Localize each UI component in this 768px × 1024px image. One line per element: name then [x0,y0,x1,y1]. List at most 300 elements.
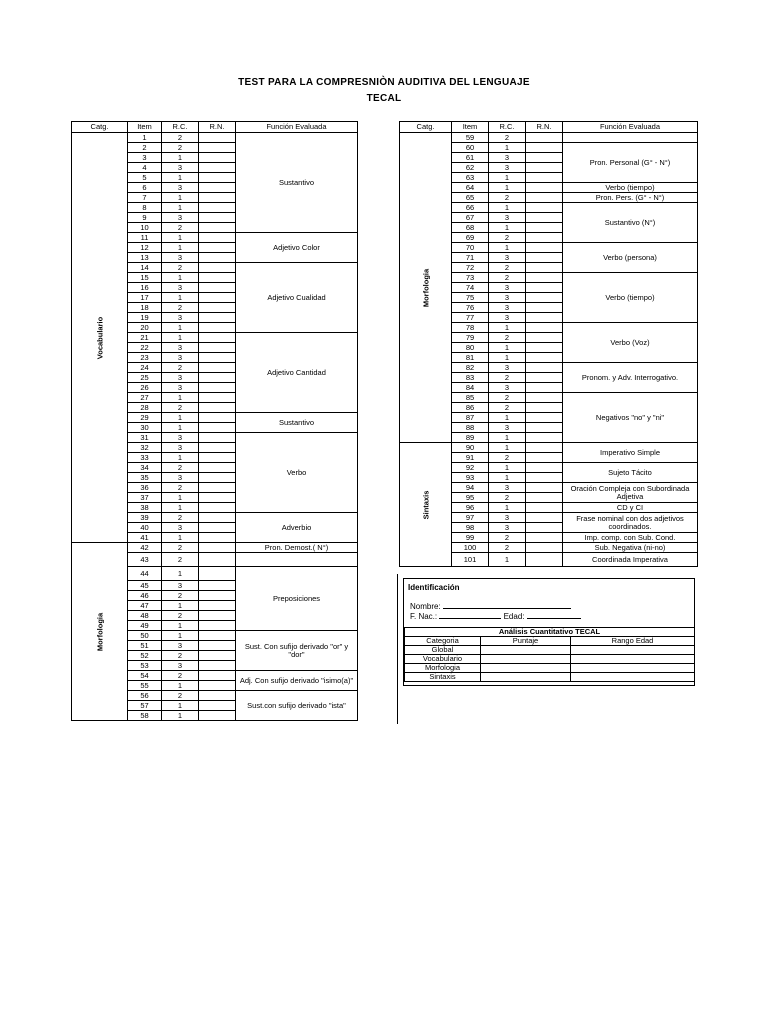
puntaje-cell[interactable] [481,655,571,664]
rn-cell[interactable] [199,353,236,363]
rc-value: 2 [489,193,526,203]
item-number: 76 [452,303,489,313]
rn-cell[interactable] [199,601,236,611]
rc-value: 3 [489,293,526,303]
item-number: 16 [128,283,162,293]
rc-value: 1 [162,701,199,711]
rn-cell[interactable] [199,453,236,463]
rc-value: 2 [162,513,199,523]
rc-value: 1 [162,393,199,403]
rc-value: 1 [162,203,199,213]
item-number: 89 [452,433,489,443]
rn-cell[interactable] [526,263,563,273]
item-number: 72 [452,263,489,273]
rc-value: 1 [489,243,526,253]
category-label: Sintaxis [420,490,430,519]
rn-cell[interactable] [199,443,236,453]
item-number: 54 [128,671,162,681]
rn-cell[interactable] [526,343,563,353]
item-number: 20 [128,323,162,333]
item-number: 3 [128,153,162,163]
item-number: 98 [452,523,489,533]
item-number: 66 [452,203,489,213]
header-rn: R.N. [526,122,563,133]
rn-cell[interactable] [199,333,236,343]
rn-cell[interactable] [199,183,236,193]
rc-value: 2 [489,233,526,243]
funcion-evaluada: Pron. Demost.( N°) [236,543,358,553]
rn-cell[interactable] [199,243,236,253]
rn-cell[interactable] [199,651,236,661]
rn-cell[interactable] [199,393,236,403]
rn-cell[interactable] [199,413,236,423]
rc-value: 3 [162,343,199,353]
rn-cell[interactable] [526,323,563,333]
rn-cell[interactable] [526,493,563,503]
item-number: 70 [452,243,489,253]
rc-value: 2 [489,453,526,463]
item-number: 40 [128,523,162,533]
rn-cell[interactable] [199,223,236,233]
item-number: 8 [128,203,162,213]
rn-cell[interactable] [199,203,236,213]
item-number: 61 [452,153,489,163]
rn-cell[interactable] [526,143,563,153]
rc-value: 1 [489,343,526,353]
item-number: 13 [128,253,162,263]
rc-value: 3 [489,213,526,223]
rn-cell[interactable] [199,591,236,601]
item-number: 5 [128,173,162,183]
analysis-category: Sintaxis [405,673,481,682]
rc-value: 3 [489,483,526,493]
rc-value: 2 [162,223,199,233]
rn-cell[interactable] [526,313,563,323]
rc-value: 2 [162,671,199,681]
funcion-evaluada: Imp. comp. con Sub. Cond. [563,533,698,543]
rc-value: 1 [489,463,526,473]
item-number: 51 [128,641,162,651]
puntaje-cell[interactable] [481,673,571,682]
item-number: 60 [452,143,489,153]
item-number: 4 [128,163,162,173]
rn-cell[interactable] [199,611,236,621]
rn-cell[interactable] [199,641,236,651]
rn-cell[interactable] [199,383,236,393]
rn-cell[interactable] [526,463,563,473]
item-number: 91 [452,453,489,463]
rn-cell[interactable] [526,423,563,433]
rc-value: 2 [162,143,199,153]
funcion-evaluada: Sustantivo (N°) [563,203,698,243]
rc-value: 1 [489,353,526,363]
rc-value: 1 [162,273,199,283]
rc-value: 2 [489,373,526,383]
item-number: 45 [128,581,162,591]
rc-value: 1 [162,621,199,631]
document-title: TEST PARA LA COMPRESNIÒN AUDITIVA DEL LENGUAJE [238,77,530,88]
rc-value: 1 [162,601,199,611]
identification-box [403,578,695,686]
funcion-evaluada: Oración Compleja con Subordinada Adjetiva [563,483,698,503]
rn-cell[interactable] [199,463,236,473]
rn-cell[interactable] [199,671,236,681]
item-number: 63 [452,173,489,183]
item-number: 86 [452,403,489,413]
rc-value: 3 [162,641,199,651]
item-number: 18 [128,303,162,313]
age-label: Edad: [503,612,525,621]
name-field[interactable] [443,601,571,609]
funcion-evaluada: Pron. Personal (G° - N°) [563,143,698,183]
rc-value: 3 [162,353,199,363]
dob-label: F. Nac.: [410,612,438,621]
rn-cell[interactable] [526,393,563,403]
items-table-left [71,121,358,721]
analysis-row [405,673,695,682]
rc-value: 2 [489,393,526,403]
header-rc: R.C. [489,122,526,133]
rn-cell[interactable] [526,453,563,463]
item-number: 29 [128,413,162,423]
analysis-row [405,646,695,655]
rn-cell[interactable] [199,691,236,701]
rc-value: 3 [162,183,199,193]
funcion-evaluada: Adjetivo Cualidad [236,263,358,333]
rc-value: 3 [489,383,526,393]
item-number: 84 [452,383,489,393]
rc-value: 2 [162,263,199,273]
rn-cell[interactable] [526,433,563,443]
dob-field[interactable] [439,611,501,619]
item-number: 53 [128,661,162,671]
analysis-title: Análisis Cuantitativo TECAL [405,628,695,637]
rc-value: 2 [162,133,199,143]
analysis-table [404,627,695,682]
item-number: 2 [128,143,162,153]
header-catg: Catg. [72,122,128,133]
rc-value: 1 [162,493,199,503]
rn-cell[interactable] [199,263,236,273]
rc-value: 1 [489,223,526,233]
rn-cell[interactable] [526,443,563,453]
col-puntaje: Puntaje [481,637,571,646]
funcion-evaluada: Verbo [236,433,358,513]
rc-value: 1 [489,143,526,153]
item-number: 57 [128,701,162,711]
rn-cell[interactable] [199,503,236,513]
rc-value: 2 [489,273,526,283]
item-number: 14 [128,263,162,273]
rc-value: 3 [162,163,199,173]
funcion-evaluada: Sub. Negativa (ni-no) [563,543,698,553]
rn-cell[interactable] [526,173,563,183]
rn-cell[interactable] [199,681,236,691]
item-number: 41 [128,533,162,543]
rn-cell[interactable] [199,213,236,223]
rn-cell[interactable] [526,543,563,553]
rn-cell[interactable] [526,183,563,193]
rn-cell[interactable] [199,567,236,581]
funcion-evaluada: Frase nominal con dos adjetivos coordinados. [563,513,698,533]
item-number: 52 [128,651,162,661]
item-number: 15 [128,273,162,283]
rc-value: 1 [162,413,199,423]
rc-value: 3 [489,523,526,533]
analysis-row [405,664,695,673]
rn-cell[interactable] [526,133,563,143]
item-number: 35 [128,473,162,483]
rc-value: 1 [489,203,526,213]
rn-cell[interactable] [199,283,236,293]
rc-value: 3 [162,253,199,263]
rn-cell[interactable] [199,523,236,533]
col-rango-edad: Rango Edad [571,637,695,646]
rn-cell[interactable] [199,133,236,143]
puntaje-cell[interactable] [481,646,571,655]
rn-cell[interactable] [199,173,236,183]
rc-value: 1 [489,173,526,183]
item-number: 30 [128,423,162,433]
item-number: 38 [128,503,162,513]
rn-cell[interactable] [526,193,563,203]
rn-cell[interactable] [199,323,236,333]
rn-cell[interactable] [199,533,236,543]
item-number: 83 [452,373,489,383]
item-number: 17 [128,293,162,303]
rn-cell[interactable] [199,193,236,203]
rn-cell[interactable] [199,363,236,373]
rn-cell[interactable] [526,403,563,413]
rn-cell[interactable] [526,213,563,223]
item-number: 99 [452,533,489,543]
item-number: 50 [128,631,162,641]
rn-cell[interactable] [199,553,236,567]
funcion-evaluada: Sustantivo [236,413,358,433]
header-item: Item [452,122,489,133]
puntaje-cell[interactable] [481,664,571,673]
col-categoria: Categoria [405,637,481,646]
name-field-row [410,601,571,611]
rc-value: 3 [162,433,199,443]
item-number: 73 [452,273,489,283]
item-number: 95 [452,493,489,503]
item-number: 68 [452,223,489,233]
category-cell [400,443,452,567]
rn-cell[interactable] [526,243,563,253]
rn-cell[interactable] [526,273,563,283]
rn-cell[interactable] [199,661,236,671]
rn-cell[interactable] [526,533,563,543]
rn-cell[interactable] [199,543,236,553]
item-number: 75 [452,293,489,303]
rn-cell[interactable] [199,581,236,591]
item-number: 88 [452,423,489,433]
rango-edad-cell[interactable] [571,673,695,682]
rn-cell[interactable] [526,473,563,483]
rn-cell[interactable] [199,513,236,523]
rn-cell[interactable] [199,233,236,243]
funcion-evaluada: Adverbio [236,513,358,543]
rn-cell[interactable] [199,493,236,503]
item-number: 62 [452,163,489,173]
rn-cell[interactable] [199,621,236,631]
rn-cell[interactable] [526,383,563,393]
item-number: 11 [128,233,162,243]
item-number: 56 [128,691,162,701]
rn-cell[interactable] [199,143,236,153]
rn-cell[interactable] [199,303,236,313]
funcion-evaluada: Pron. Pers. (G° - N°) [563,193,698,203]
rn-cell[interactable] [526,153,563,163]
rc-value: 3 [162,661,199,671]
category-cell [72,133,128,543]
rn-cell[interactable] [526,363,563,373]
rc-value: 1 [162,453,199,463]
rn-cell[interactable] [199,373,236,383]
rn-cell[interactable] [526,253,563,263]
rc-value: 3 [162,473,199,483]
rc-value: 1 [162,631,199,641]
item-number: 80 [452,343,489,353]
item-number: 42 [128,543,162,553]
rn-cell[interactable] [526,353,563,363]
rn-cell[interactable] [199,711,236,721]
rn-cell[interactable] [526,483,563,493]
age-field[interactable] [527,611,581,619]
item-number: 19 [128,313,162,323]
rn-cell[interactable] [526,283,563,293]
rc-value: 2 [162,651,199,661]
document-subtitle: TECAL [366,93,402,104]
rn-cell[interactable] [526,293,563,303]
rn-cell[interactable] [526,553,563,567]
rn-cell[interactable] [199,293,236,303]
rn-cell[interactable] [526,373,563,383]
rn-cell[interactable] [199,163,236,173]
rn-cell[interactable] [199,153,236,163]
item-number: 97 [452,513,489,523]
rc-value: 2 [489,133,526,143]
rc-value: 2 [162,543,199,553]
item-number: 82 [452,363,489,373]
rc-value: 3 [489,153,526,163]
header-funcion: Función Evaluada [563,122,698,133]
rn-cell[interactable] [526,333,563,343]
funcion-evaluada: Verbo (Voz) [563,323,698,363]
item-number: 10 [128,223,162,233]
funcion-evaluada [236,553,358,567]
rn-cell[interactable] [199,343,236,353]
rc-value: 2 [489,263,526,273]
rc-value: 2 [162,611,199,621]
item-number: 12 [128,243,162,253]
rc-value: 1 [162,681,199,691]
rn-cell[interactable] [199,701,236,711]
rn-cell[interactable] [199,423,236,433]
item-number: 67 [452,213,489,223]
funcion-evaluada: Sust. Con sufijo derivado "or" y "dor" [236,631,358,671]
item-number: 23 [128,353,162,363]
table-row [400,133,698,143]
item-number: 58 [128,711,162,721]
rn-cell[interactable] [199,483,236,493]
rn-cell[interactable] [526,513,563,523]
item-number: 9 [128,213,162,223]
header-rn: R.N. [199,122,236,133]
rc-value: 1 [489,473,526,483]
item-number: 1 [128,133,162,143]
rango-edad-cell[interactable] [571,655,695,664]
rn-cell[interactable] [199,403,236,413]
item-number: 49 [128,621,162,631]
rango-edad-cell[interactable] [571,646,695,655]
dob-field-row [410,611,581,621]
rango-edad-cell[interactable] [571,664,695,673]
rn-cell[interactable] [526,203,563,213]
item-number: 43 [128,553,162,567]
category-cell [400,133,452,443]
rn-cell[interactable] [199,473,236,483]
analysis-category: Morfologia [405,664,481,673]
rn-cell[interactable] [199,253,236,263]
rc-value: 1 [162,333,199,343]
item-number: 27 [128,393,162,403]
table-row [72,133,358,143]
rn-cell[interactable] [526,303,563,313]
rc-value: 3 [489,253,526,263]
rc-value: 3 [162,523,199,533]
rn-cell[interactable] [526,223,563,233]
item-number: 26 [128,383,162,393]
item-number: 81 [452,353,489,363]
rc-value: 3 [162,383,199,393]
funcion-evaluada: Pronom. y Adv. Interrogativo. [563,363,698,393]
analysis-category: Vocabulario [405,655,481,664]
rc-value: 3 [489,313,526,323]
rn-cell[interactable] [199,313,236,323]
header-rc: R.C. [162,122,199,133]
rn-cell[interactable] [526,413,563,423]
funcion-evaluada: CD y CI [563,503,698,513]
table-header-row [72,122,358,133]
rn-cell[interactable] [199,631,236,641]
rn-cell[interactable] [199,433,236,443]
rn-cell[interactable] [199,273,236,283]
rn-cell[interactable] [526,523,563,533]
funcion-evaluada: Adj. Con sufijo derivado "isimo(a)" [236,671,358,691]
rn-cell[interactable] [526,233,563,243]
rc-value: 2 [162,591,199,601]
item-number: 96 [452,503,489,513]
rc-value: 3 [162,283,199,293]
rc-value: 3 [162,443,199,453]
identification-title: Identificación [408,583,460,592]
rn-cell[interactable] [526,163,563,173]
rc-value: 1 [162,193,199,203]
item-number: 47 [128,601,162,611]
rn-cell[interactable] [526,503,563,513]
funcion-evaluada: Sust.con sufijo derivado "ista" [236,691,358,721]
funcion-evaluada: Sustantivo [236,133,358,233]
item-number: 32 [128,443,162,453]
header-catg: Catg. [400,122,452,133]
item-number: 55 [128,681,162,691]
item-number: 87 [452,413,489,423]
item-number: 74 [452,283,489,293]
rc-value: 1 [162,567,199,581]
rc-value: 1 [162,323,199,333]
